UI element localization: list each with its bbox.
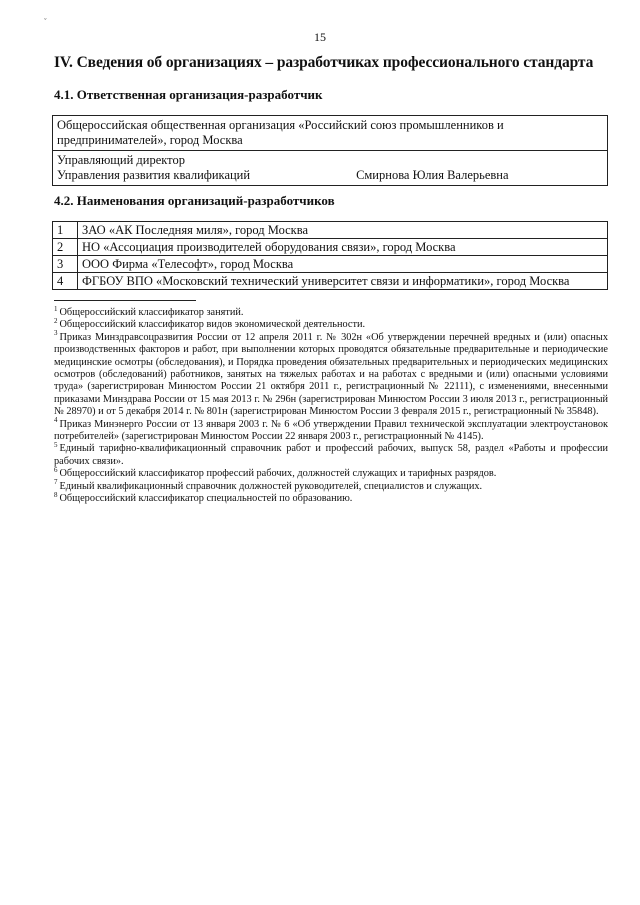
footnote-mark: 4 <box>54 416 58 425</box>
footnote <box>54 416 608 444</box>
table-row <box>53 256 608 273</box>
table-row <box>53 273 608 290</box>
footnote-divider <box>54 300 196 301</box>
footnote-text: Приказ Минздравсоцразвития России от 12 апреля 2011 г. № 302н «Об утверждении перечней вредных и (или) опасных производственных факторов и работ, при выполнении которых проводятся обязательные предварительные и периодические медицинские осмотры (обследования), и Порядка проведения обязательных предварительных и периодических медицинских осмотров (обследований) работников, занятых на тяжелых работах и на работах с вредными и (или) опасными условиями труда» (зарегистрирован Минюстом России 21 октября 2011 г., регистрационный № 22111), с изменениями, внесенными приказами Минздрава России от 15 мая 2013 г. № 296н (зарегистрирован Минюстом России 3 июля 2013 г., регистрационный № 28970) и от 5 декабря 2014 г. № 801н (зарегистрирован Минюстом России 3 февраля 2015 г., регистрационный № 35848). <box>54 331 608 418</box>
footnote <box>54 316 608 331</box>
org-name: ФГБОУ ВПО «Московский технический университет связи и информатики», город Москва <box>78 273 608 290</box>
page-number: 15 <box>314 30 326 44</box>
footnote-text: Общероссийский классификатор профессий рабочих, должностей служащих и тарифных разрядов. <box>59 468 497 480</box>
responsible-org-name: Общероссийская общественная организация «Российский союз промышленников и предпринимателей», город Москва <box>57 118 504 147</box>
responsible-org-box <box>52 115 608 186</box>
row-number: 1 <box>53 222 78 239</box>
footnote-mark: 3 <box>54 329 58 338</box>
responsible-org-heading: 4.1. Ответственная организация-разработчик <box>54 87 323 102</box>
position-row <box>57 168 603 183</box>
developers-heading: 4.2. Наименования организаций-разработчиков <box>54 193 335 208</box>
footnote-text: Общероссийский классификатор видов экономической деятельности. <box>59 319 366 331</box>
footnote-text: Единый квалификационный справочник должностей руководителей, специалистов и служащих. <box>59 480 483 492</box>
org-name: НО «Ассоциация производителей оборудования связи», город Москва <box>78 239 608 256</box>
footnote-mark: 2 <box>54 316 58 325</box>
row-number: 3 <box>53 256 78 273</box>
position-line-1: Управляющий директор <box>57 153 185 167</box>
footnote <box>54 478 608 493</box>
footnote-text: Общероссийский классификатор занятий. <box>59 307 244 318</box>
scan-dot: ˇ <box>44 17 47 26</box>
org-name: ЗАО «АК Последняя миля», город Москва <box>78 222 608 239</box>
row-number: 2 <box>53 239 78 256</box>
footnote <box>54 490 608 505</box>
footnote <box>54 304 608 319</box>
footnote-mark: 1 <box>54 304 58 313</box>
org-name: ООО Фирма «Телесофт», город Москва <box>78 256 608 273</box>
footnote-mark: 5 <box>54 441 58 450</box>
footnote <box>54 465 608 480</box>
position-line-2: Управления развития квалификаций <box>57 168 251 182</box>
table-row <box>53 222 608 239</box>
developers-table <box>52 221 608 290</box>
person-name: Смирнова Юлия Валерьевна <box>356 168 509 182</box>
footnote <box>54 329 608 419</box>
footnotes <box>54 304 608 506</box>
footnote-mark: 6 <box>54 465 58 474</box>
section-title: IV. Сведения об организациях – разработчиках профессионального стандарта <box>54 54 594 71</box>
footnote-mark: 7 <box>54 478 58 487</box>
table-row <box>53 239 608 256</box>
footnote-text: Единый тарифно-квалификационный справочник работ и профессий рабочих, выпуск 58, раздел «Работы и профессии рабочих связи». <box>54 443 608 467</box>
footnote-text: Общероссийский классификатор специальностей по образованию. <box>59 493 353 505</box>
responsible-person-block <box>53 150 607 185</box>
row-number: 4 <box>53 273 78 290</box>
footnote-mark: 8 <box>54 490 58 499</box>
footnote-text: Приказ Минэнерго России от 13 января 2003 г. № 6 «Об утверждении Правил технической эксплуатации электроустановок потребителей» (зарегистрирован Минюстом России 22 января 2003 г., регистрационный № 4145). <box>54 418 608 443</box>
footnote <box>54 443 608 468</box>
